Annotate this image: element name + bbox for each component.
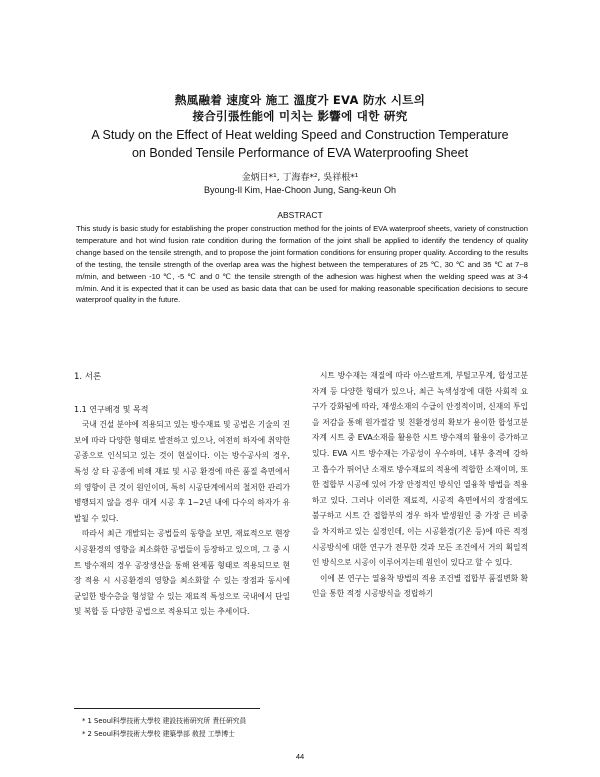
- abstract-heading: ABSTRACT: [277, 210, 323, 220]
- abstract-text: This study is basic study for establishing the proper construction method for the joints of EVA waterproof sheets, variety of construction temperature and hot wind fusion rate condition during the formation of the joint shall be applied to identify the tendency of quality change based on the tensile strength, and to propose the joint formation conditions for ensuring proper quality. According to the results of the testing, the tensile strength of the overlap area was the highest between the temperatures of 25 ℃, 30 ℃ and 35 ℃ at 7~8 m/min, and between -10 ℃, -5 ℃ and 0 ℃ the tensile strength of the adhesion was highest when the welding speed was at 3-4 m/min. And it is expected that it can be used as basic data that can be used for making reasonable specification decisions to secure waterproof quality in the future.: [76, 224, 528, 305]
- right-paragraph-1: 시트 방수재는 재질에 따라 아스팔트계, 부틸고무계, 합성고분자계 등 다양한 형태가 있으나, 최근 녹색성장에 대한 사회적 요구가 강화됨에 따라, 재생소재의 수급이 안정적이며, 신재의 투입을 저감을 통해 원가절감 및 친환경성의 확보가 용이한 합성고분자계 시트 중 EVA소재를 활용한 시트 방수재의 활용이 증가하고 있다. EVA 시트 방수재는 가공성이 우수하며, 내부 충격에 강하고 흡수가 뛰어난 소재로 방수재료의 적용에 적합한 소재이며, 또한 접합부 시공에 있어 가장 안정적인 방식인 열융착 방법을 적용하고 있다. 그러나 이러한 재료적, 시공적 측면에서의 장점에도 불구하고 시트 간 접합부의 경우 하자 발생원인 중 가장 큰 비중을 차지하고 있는 실정인데, 이는 시공환경(기온 등)에 따른 적정 시공방식에 대한 연구가 전무한 것과 모든 조건에서 거의 획일적인 방식으로 시공이 이루어지는데 원인이 있다고 할 수 있다.: [312, 371, 528, 568]
- footnote-1: * 1 Seoul科學技術大學校 建設技術硏究所 責任硏究員: [82, 717, 247, 725]
- right-column: [312, 368, 528, 602]
- english-title-line-1: A Study on the Effect of Heat welding Speed and Construction Temperature: [91, 128, 509, 142]
- left-column: [74, 370, 290, 620]
- footnote-2: * 2 Seoul科學技術大學校 建築學部 敎授 工學博士: [82, 730, 235, 738]
- english-title-line-2: on Bonded Tensile Performance of EVA Waterproofing Sheet: [131, 146, 469, 160]
- authors-korean: 金炳日*¹, 丁海春*², 吳祥根*¹: [241, 173, 359, 183]
- korean-title-line-2: 接合引張性能에 미치는 影響에 대한 硏究: [192, 109, 408, 123]
- right-paragraph-2: 이에 본 연구는 열융착 방법의 적용 조건별 접합부 품질변화 확인을 통한 적정 시공방식을 정립하기: [312, 573, 528, 599]
- footnote-rule: [74, 708, 260, 709]
- section-title: 1. 서론: [74, 372, 102, 382]
- page-number: 44: [295, 752, 305, 761]
- left-paragraph-2: 따라서 최근 개발되는 공법들의 동향을 보면, 재료적으로 현장 시공환경의 영향을 최소화한 공법들이 등장하고 있으며, 그 중 시트 방수재의 경우 공장생산을 통해 완제품 형태로 적용되므로 현장 적용 시 시공환경의 영향을 최소화할 수 있는 장점과 동시에 균일한 방수층을 형성할 수 있는 재료적 특성으로 국내에서 단일 및 복합 등 다양한 공법으로 적용되고 있는 추세이다.: [74, 529, 290, 617]
- authors-english: Byoung-Il Kim, Hae-Choon Jung, Sang-keun Oh: [203, 185, 397, 195]
- left-paragraph-1: 국내 건설 분야에 적용되고 있는 방수재료 및 공법은 기술의 진보에 따라 다양한 형태로 발전하고 있으나, 여전히 하자에 취약한 공종으로 인식되고 있는 것이 현실이다. 이는 방수공사의 경우, 특성 상 타 공종에 비해 재료 및 시공 환경에 따른 품질 측면에서의 영향이 큰 것이 원인이며, 특히 시공단계에서의 철저한 관리가 병행되지 않을 경우 대게 시공 후 1~2년 내에 다수의 하자가 유발될 수 있다.: [74, 420, 290, 523]
- korean-title-line-1: 熱風融着 速度와 施工 溫度가 EVA 防水 시트의: [174, 93, 426, 107]
- subsection-title: 1.1 연구배경 및 목적: [74, 404, 149, 414]
